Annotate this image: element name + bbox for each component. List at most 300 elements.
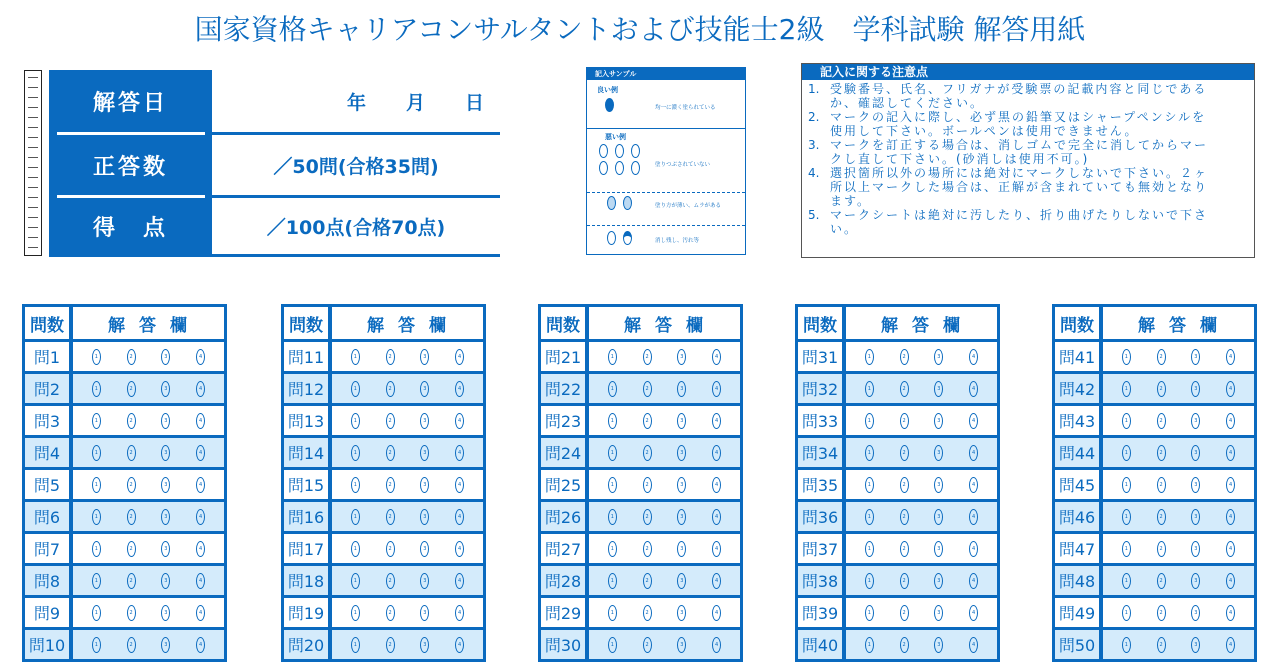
question-number: 問44: [1055, 438, 1099, 467]
answer-bubble-2[interactable]: 2: [643, 573, 652, 589]
answer-bubble-1[interactable]: 1: [1122, 445, 1131, 461]
answer-options: [589, 438, 740, 467]
answer-bubble-2[interactable]: 2: [127, 413, 136, 429]
question-column-header: 問数: [541, 307, 585, 339]
answer-bubble-3[interactable]: 3: [934, 541, 943, 557]
answer-bubble-4[interactable]: 4: [455, 445, 464, 461]
answer-bubble-1[interactable]: 1: [1122, 413, 1131, 429]
answer-bubble-3[interactable]: 3: [161, 573, 170, 589]
answer-bubble-4[interactable]: 4: [196, 349, 205, 365]
answer-bubble-4[interactable]: 4: [712, 477, 721, 493]
question-number: 問38: [798, 566, 842, 595]
answer-bubble-4[interactable]: 4: [712, 349, 721, 365]
question-row: [284, 406, 483, 435]
answer-bubble-2[interactable]: 2: [643, 381, 652, 397]
answer-bubble-2[interactable]: 2: [127, 509, 136, 525]
answer-bubble-1[interactable]: 1: [1122, 381, 1131, 397]
instructions-header: 記入に関する注意点: [802, 64, 1254, 80]
answer-bubble-3[interactable]: 3: [677, 509, 686, 525]
answer-bubble-3[interactable]: 3: [161, 349, 170, 365]
answer-bubble-2[interactable]: 2: [386, 573, 395, 589]
answer-bubble-3[interactable]: 3: [677, 413, 686, 429]
answer-bubble-4[interactable]: 4: [1226, 381, 1235, 397]
question-number: 問47: [1055, 534, 1099, 563]
answer-bubble-1[interactable]: 1: [92, 509, 101, 525]
answer-bubble-2[interactable]: 2: [127, 637, 136, 653]
question-row: [798, 438, 997, 467]
good-example-label: 良い例: [597, 86, 618, 94]
answer-bubble-3[interactable]: 3: [420, 605, 429, 621]
answer-bubble-2[interactable]: 2: [643, 445, 652, 461]
answer-bubble-4[interactable]: 4: [712, 637, 721, 653]
question-number: 問4: [25, 438, 69, 467]
question-number: 問21: [541, 342, 585, 371]
answer-bubble-1[interactable]: 1: [92, 349, 101, 365]
question-row: [25, 566, 224, 595]
answer-bubble-4[interactable]: 4: [196, 413, 205, 429]
answer-bubble-3[interactable]: 3: [677, 349, 686, 365]
answer-bubble-2[interactable]: 2: [1157, 541, 1166, 557]
question-row: [541, 342, 740, 371]
answer-bubble-4[interactable]: 4: [455, 477, 464, 493]
answer-options: [846, 342, 997, 371]
answer-bubble-3[interactable]: 3: [677, 477, 686, 493]
answer-bubble-4[interactable]: 4: [1226, 637, 1235, 653]
answer-bubble-2[interactable]: 2: [1157, 605, 1166, 621]
answer-bubble-3[interactable]: 3: [1191, 477, 1200, 493]
answer-bubble-3[interactable]: 3: [677, 573, 686, 589]
answer-bubble-2[interactable]: 2: [386, 413, 395, 429]
answer-bubble-3[interactable]: 3: [677, 445, 686, 461]
answer-bubble-2[interactable]: 2: [900, 637, 909, 653]
answer-bubble-4[interactable]: 4: [712, 541, 721, 557]
answer-bubble-2[interactable]: 2: [900, 349, 909, 365]
answer-bubble-4[interactable]: 4: [455, 349, 464, 365]
answer-bubble-2[interactable]: 2: [1157, 413, 1166, 429]
answer-bubble-3[interactable]: 3: [420, 381, 429, 397]
answer-options: [846, 470, 997, 499]
answer-bubble-4[interactable]: 4: [969, 573, 978, 589]
answer-bubble-1[interactable]: 1: [351, 445, 360, 461]
answer-bubble-1[interactable]: 1: [1122, 605, 1131, 621]
answer-bubble-4[interactable]: 4: [712, 573, 721, 589]
answer-column-header: 解答欄: [332, 307, 483, 339]
question-number: 問14: [284, 438, 328, 467]
answer-bubble-4[interactable]: 4: [969, 349, 978, 365]
answer-bubble-4[interactable]: 4: [455, 381, 464, 397]
answer-bubble-4[interactable]: 4: [969, 445, 978, 461]
question-row: [25, 502, 224, 531]
answer-bubble-3[interactable]: 3: [1191, 509, 1200, 525]
slashed-bubble-icon: [599, 144, 608, 158]
answer-bubble-1[interactable]: 1: [865, 509, 874, 525]
answer-bubble-1[interactable]: 1: [1122, 477, 1131, 493]
answer-bubble-4[interactable]: 4: [969, 605, 978, 621]
question-number: 問46: [1055, 502, 1099, 531]
answer-bubble-1[interactable]: 1: [92, 445, 101, 461]
answer-bubble-4[interactable]: 4: [1226, 605, 1235, 621]
answer-bubble-2[interactable]: 2: [127, 605, 136, 621]
answer-bubble-1[interactable]: 1: [865, 445, 874, 461]
answer-bubble-4[interactable]: 4: [196, 477, 205, 493]
question-number: 問15: [284, 470, 328, 499]
answer-bubble-2[interactable]: 2: [386, 541, 395, 557]
divider: [587, 192, 745, 193]
answer-bubble-4[interactable]: 4: [1226, 477, 1235, 493]
question-row: [1055, 342, 1254, 371]
divider: [587, 225, 745, 226]
answer-options: [332, 598, 483, 627]
question-number: 問36: [798, 502, 842, 531]
answer-bubble-4[interactable]: 4: [969, 509, 978, 525]
answer-bubble-2[interactable]: 2: [1157, 637, 1166, 653]
answer-bubble-1[interactable]: 1: [865, 477, 874, 493]
answer-bubble-3[interactable]: 3: [1191, 381, 1200, 397]
summary-box: [49, 70, 500, 257]
question-row: [798, 374, 997, 403]
answer-bubble-4[interactable]: 4: [969, 637, 978, 653]
answer-options: [332, 374, 483, 403]
answer-bubble-1[interactable]: 1: [608, 445, 617, 461]
answer-options: [589, 470, 740, 499]
answer-bubble-2[interactable]: 2: [386, 509, 395, 525]
answer-bubble-2[interactable]: 2: [386, 637, 395, 653]
answer-bubble-3[interactable]: 3: [161, 541, 170, 557]
ruler-tick: [28, 137, 38, 138]
answer-bubble-2[interactable]: 2: [1157, 477, 1166, 493]
answer-bubble-3[interactable]: 3: [1191, 541, 1200, 557]
answer-bubble-2[interactable]: 2: [127, 445, 136, 461]
answer-bubble-3[interactable]: 3: [161, 509, 170, 525]
question-number: 問19: [284, 598, 328, 627]
answer-options: [846, 438, 997, 467]
answer-bubble-2[interactable]: 2: [1157, 381, 1166, 397]
answer-bubble-3[interactable]: 3: [420, 413, 429, 429]
answer-bubble-1[interactable]: 1: [865, 413, 874, 429]
answer-bubble-1[interactable]: 1: [865, 573, 874, 589]
answer-bubble-4[interactable]: 4: [455, 605, 464, 621]
answer-bubble-1[interactable]: 1: [608, 637, 617, 653]
question-number: 問22: [541, 374, 585, 403]
ruler-tick: [28, 247, 38, 248]
question-row: [541, 566, 740, 595]
answer-bubble-2[interactable]: 2: [643, 541, 652, 557]
answer-options: [589, 566, 740, 595]
answer-bubble-2[interactable]: 2: [643, 477, 652, 493]
answer-bubble-2[interactable]: 2: [643, 349, 652, 365]
answer-bubble-2[interactable]: 2: [643, 637, 652, 653]
answer-bubble-3[interactable]: 3: [420, 573, 429, 589]
question-row: [798, 406, 997, 435]
answer-bubble-3[interactable]: 3: [420, 509, 429, 525]
answer-bubble-2[interactable]: 2: [643, 413, 652, 429]
answer-bubble-4[interactable]: 4: [455, 573, 464, 589]
question-row: [798, 470, 997, 499]
answer-bubble-2[interactable]: 2: [127, 541, 136, 557]
correct-count-field[interactable]: ／50問(合格35問): [212, 135, 500, 195]
answer-bubble-3[interactable]: 3: [677, 605, 686, 621]
answer-bubble-1[interactable]: 1: [351, 509, 360, 525]
answer-bubble-2[interactable]: 2: [900, 573, 909, 589]
day-label: 日: [464, 91, 486, 114]
instruction-item: 1. 受験番号、氏名、フリガナが受験票の記載内容と同じであるか、確認してください。: [808, 82, 1208, 110]
answer-bubble-2[interactable]: 2: [643, 509, 652, 525]
question-number: 問24: [541, 438, 585, 467]
answer-bubble-1[interactable]: 1: [1122, 349, 1131, 365]
answer-options: [73, 438, 224, 467]
question-number: 問26: [541, 502, 585, 531]
page-title: 国家資格キャリアコンサルタントおよび技能士2級 学科試験 解答用紙: [194, 13, 1086, 46]
answer-bubble-2[interactable]: 2: [900, 509, 909, 525]
answer-bubble-1[interactable]: 1: [92, 381, 101, 397]
answer-bubble-3[interactable]: 3: [934, 477, 943, 493]
question-row: [1055, 438, 1254, 467]
question-row: [25, 342, 224, 371]
question-number: 問10: [25, 630, 69, 659]
answer-bubble-4[interactable]: 4: [455, 637, 464, 653]
answer-bubble-3[interactable]: 3: [420, 349, 429, 365]
answer-options: [589, 502, 740, 531]
answer-bubble-4[interactable]: 4: [712, 509, 721, 525]
answer-bubble-3[interactable]: 3: [420, 445, 429, 461]
answer-bubble-3[interactable]: 3: [161, 381, 170, 397]
answer-bubble-4[interactable]: 4: [196, 381, 205, 397]
answer-bubble-1[interactable]: 1: [865, 381, 874, 397]
answer-options: [1103, 630, 1254, 659]
answer-options: [73, 342, 224, 371]
answer-bubble-1[interactable]: 1: [92, 573, 101, 589]
answer-bubble-2[interactable]: 2: [386, 605, 395, 621]
answer-bubble-2[interactable]: 2: [127, 349, 136, 365]
answer-options: [1103, 438, 1254, 467]
ruler-tick: [28, 227, 38, 228]
question-number: 問41: [1055, 342, 1099, 371]
correct-count-label: 正答数: [92, 154, 168, 180]
answer-options: [332, 630, 483, 659]
answer-bubble-4[interactable]: 4: [1226, 541, 1235, 557]
answer-bubble-3[interactable]: 3: [1191, 605, 1200, 621]
answer-bubble-4[interactable]: 4: [969, 413, 978, 429]
question-number: 問48: [1055, 566, 1099, 595]
answer-bubble-1[interactable]: 1: [1122, 509, 1131, 525]
answer-bubble-1[interactable]: 1: [92, 477, 101, 493]
answer-bubble-1[interactable]: 1: [351, 381, 360, 397]
question-number: 問12: [284, 374, 328, 403]
answer-bubble-4[interactable]: 4: [712, 381, 721, 397]
question-row: [798, 566, 997, 595]
answer-bubble-2[interactable]: 2: [386, 477, 395, 493]
question-number: 問50: [1055, 630, 1099, 659]
answer-bubble-3[interactable]: 3: [934, 509, 943, 525]
answer-bubble-3[interactable]: 3: [161, 445, 170, 461]
marking-sample-panel: [586, 67, 746, 255]
answer-bubble-2[interactable]: 2: [1157, 509, 1166, 525]
question-row: [541, 406, 740, 435]
answer-bubble-3[interactable]: 3: [677, 637, 686, 653]
answer-bubble-1[interactable]: 1: [608, 477, 617, 493]
answer-bubble-2[interactable]: 2: [386, 445, 395, 461]
answer-bubble-1[interactable]: 1: [608, 573, 617, 589]
answer-bubble-3[interactable]: 3: [934, 381, 943, 397]
question-row: [541, 374, 740, 403]
answer-bubble-2[interactable]: 2: [900, 381, 909, 397]
answer-bubble-1[interactable]: 1: [92, 605, 101, 621]
answer-bubble-2[interactable]: 2: [900, 445, 909, 461]
answer-bubble-3[interactable]: 3: [161, 413, 170, 429]
question-number: 問33: [798, 406, 842, 435]
answer-bubble-1[interactable]: 1: [1122, 637, 1131, 653]
answer-bubble-3[interactable]: 3: [1191, 637, 1200, 653]
answer-options: [73, 630, 224, 659]
answer-bubble-3[interactable]: 3: [420, 541, 429, 557]
answer-bubble-4[interactable]: 4: [455, 509, 464, 525]
ruler-tick: [28, 107, 38, 108]
answer-bubble-4[interactable]: 4: [969, 541, 978, 557]
answer-options: [1103, 534, 1254, 563]
answer-bubble-4[interactable]: 4: [1226, 349, 1235, 365]
answer-bubble-3[interactable]: 3: [934, 573, 943, 589]
question-number: 問11: [284, 342, 328, 371]
answer-bubble-1[interactable]: 1: [608, 605, 617, 621]
answer-bubble-2[interactable]: 2: [1157, 445, 1166, 461]
question-row: [541, 534, 740, 563]
answer-bubble-4[interactable]: 4: [455, 541, 464, 557]
answer-bubble-1[interactable]: 1: [608, 509, 617, 525]
answer-bubble-1[interactable]: 1: [351, 349, 360, 365]
question-row: [25, 598, 224, 627]
smudge-example-text: 消し残し、汚れ等: [655, 238, 700, 244]
answer-bubble-3[interactable]: 3: [934, 605, 943, 621]
answer-bubble-4[interactable]: 4: [969, 381, 978, 397]
answer-bubble-1[interactable]: 1: [351, 605, 360, 621]
answer-bubble-1[interactable]: 1: [1122, 573, 1131, 589]
answer-bubble-1[interactable]: 1: [92, 637, 101, 653]
answer-bubble-3[interactable]: 3: [934, 637, 943, 653]
answer-bubble-2[interactable]: 2: [127, 477, 136, 493]
answer-bubble-1[interactable]: 1: [351, 413, 360, 429]
answer-bubble-1[interactable]: 1: [92, 541, 101, 557]
table-header-row: [541, 307, 740, 339]
answer-bubble-3[interactable]: 3: [1191, 445, 1200, 461]
answer-bubble-1[interactable]: 1: [351, 637, 360, 653]
question-row: [798, 502, 997, 531]
answer-bubble-3[interactable]: 3: [161, 477, 170, 493]
answer-bubble-2[interactable]: 2: [900, 413, 909, 429]
question-number: 問2: [25, 374, 69, 403]
question-number: 問37: [798, 534, 842, 563]
answer-bubble-3[interactable]: 3: [420, 637, 429, 653]
question-row: [284, 438, 483, 467]
answer-options: [589, 374, 740, 403]
answer-bubble-1[interactable]: 1: [865, 349, 874, 365]
answer-bubble-1[interactable]: 1: [865, 541, 874, 557]
answer-bubble-1[interactable]: 1: [608, 381, 617, 397]
answer-bubble-2[interactable]: 2: [386, 381, 395, 397]
question-column-header: 問数: [798, 307, 842, 339]
answer-bubble-2[interactable]: 2: [900, 541, 909, 557]
answer-bubble-1[interactable]: 1: [608, 413, 617, 429]
answer-bubble-4[interactable]: 4: [196, 509, 205, 525]
answer-bubble-1[interactable]: 1: [351, 573, 360, 589]
answer-bubble-3[interactable]: 3: [161, 605, 170, 621]
answer-bubble-3[interactable]: 3: [934, 445, 943, 461]
answer-bubble-3[interactable]: 3: [934, 349, 943, 365]
answer-bubble-4[interactable]: 4: [196, 637, 205, 653]
answer-bubble-1[interactable]: 1: [351, 477, 360, 493]
instruction-item: 2. マークの記入に際し、必ず黒の鉛筆又はシャープペンシルを使用して下さい。ボールペンは使用できません。: [808, 110, 1207, 138]
answer-bubble-4[interactable]: 4: [196, 445, 205, 461]
answer-bubble-3[interactable]: 3: [161, 637, 170, 653]
answer-bubble-3[interactable]: 3: [934, 413, 943, 429]
ruler-tick: [28, 187, 38, 188]
answer-bubble-3[interactable]: 3: [420, 477, 429, 493]
answer-bubble-2[interactable]: 2: [900, 605, 909, 621]
table-header-row: [1055, 307, 1254, 339]
answer-date-field[interactable]: [212, 70, 500, 132]
question-row: [541, 502, 740, 531]
answer-bubble-3[interactable]: 3: [677, 541, 686, 557]
answer-bubble-3[interactable]: 3: [677, 381, 686, 397]
answer-bubble-4[interactable]: 4: [455, 413, 464, 429]
question-row: [284, 630, 483, 659]
answer-bubble-4[interactable]: 4: [1226, 509, 1235, 525]
question-row: [1055, 566, 1254, 595]
answer-bubble-4[interactable]: 4: [712, 605, 721, 621]
answer-bubble-2[interactable]: 2: [643, 605, 652, 621]
score-field[interactable]: ／100点(合格70点): [212, 198, 500, 254]
answer-bubble-4[interactable]: 4: [1226, 573, 1235, 589]
answer-date-label: 解答日: [92, 90, 168, 116]
answer-bubble-3[interactable]: 3: [1191, 573, 1200, 589]
correct-count-row: [49, 135, 500, 195]
answer-bubble-4[interactable]: 4: [1226, 445, 1235, 461]
answer-bubble-1[interactable]: 1: [351, 541, 360, 557]
answer-options: [332, 438, 483, 467]
answer-bubble-2[interactable]: 2: [1157, 573, 1166, 589]
question-number: 問31: [798, 342, 842, 371]
answer-bubble-3[interactable]: 3: [1191, 413, 1200, 429]
question-row: [284, 598, 483, 627]
answer-options: [1103, 502, 1254, 531]
answer-bubble-1[interactable]: 1: [865, 637, 874, 653]
answer-bubble-4[interactable]: 4: [969, 477, 978, 493]
answer-bubble-4[interactable]: 4: [196, 541, 205, 557]
answer-bubble-4[interactable]: 4: [1226, 413, 1235, 429]
answer-bubble-2[interactable]: 2: [127, 381, 136, 397]
answer-options: [846, 630, 997, 659]
answer-bubble-1[interactable]: 1: [865, 605, 874, 621]
answer-options: [73, 566, 224, 595]
question-column-header: 問数: [1055, 307, 1099, 339]
answer-bubble-1[interactable]: 1: [608, 349, 617, 365]
answer-bubble-4[interactable]: 4: [712, 413, 721, 429]
answer-bubble-2[interactable]: 2: [127, 573, 136, 589]
answer-bubble-1[interactable]: 1: [608, 541, 617, 557]
erased-bubble-icon: [607, 231, 616, 245]
answer-bubble-2[interactable]: 2: [1157, 349, 1166, 365]
answer-bubble-1[interactable]: 1: [92, 413, 101, 429]
question-number: 問39: [798, 598, 842, 627]
answer-bubble-4[interactable]: 4: [196, 573, 205, 589]
answer-bubble-4[interactable]: 4: [712, 445, 721, 461]
answer-bubble-2[interactable]: 2: [386, 349, 395, 365]
answer-bubble-3[interactable]: 3: [1191, 349, 1200, 365]
question-number: 問42: [1055, 374, 1099, 403]
answer-bubble-4[interactable]: 4: [196, 605, 205, 621]
answer-bubble-2[interactable]: 2: [900, 477, 909, 493]
answer-bubble-1[interactable]: 1: [1122, 541, 1131, 557]
question-row: [1055, 630, 1254, 659]
